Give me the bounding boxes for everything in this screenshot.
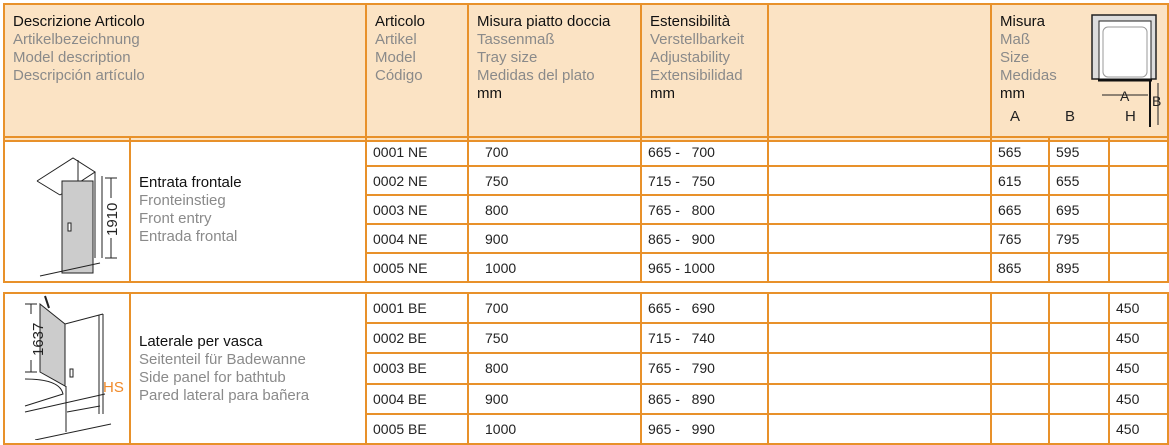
tray-size: 800	[468, 195, 641, 224]
article-code: 0005 NE	[366, 253, 468, 282]
blank-cell	[768, 353, 991, 383]
size-h: 450	[1109, 414, 1168, 444]
size-b: 595	[1049, 137, 1109, 166]
product-section	[3, 136, 1169, 283]
adjustability: 965 - 1000	[641, 253, 768, 282]
blank-cell	[768, 293, 991, 323]
size-h	[1109, 253, 1168, 282]
adjustability: 765 - 790	[641, 353, 768, 383]
size-b	[1049, 414, 1109, 444]
product-diagram	[4, 293, 130, 444]
header-table	[3, 3, 1169, 142]
size-h	[1109, 224, 1168, 253]
blank-cell	[768, 323, 991, 353]
size-a: 765	[991, 224, 1049, 253]
size-b	[1049, 384, 1109, 414]
col-h-label: H	[1125, 108, 1136, 125]
size-a: 865	[991, 253, 1049, 282]
tray-size: 700	[468, 293, 641, 323]
blank-cell	[768, 166, 991, 195]
article-code: 0005 BE	[366, 414, 468, 444]
size-b: 695	[1049, 195, 1109, 224]
blank-cell	[768, 137, 991, 166]
svg-text:B: B	[1152, 93, 1162, 109]
header-blank	[768, 4, 991, 141]
svg-text:A: A	[1120, 88, 1130, 104]
product-description: Entrata frontale Fronteinstieg Front entry Entrada frontal	[130, 137, 366, 282]
size-h: 450	[1109, 323, 1168, 353]
bathtub-side-panel-diagram-icon	[5, 294, 129, 440]
svg-text:1637: 1637	[30, 322, 47, 356]
tray-size: 1000	[468, 253, 641, 282]
size-a: 665	[991, 195, 1049, 224]
size-h: 450	[1109, 293, 1168, 323]
article-code: 0004 NE	[366, 224, 468, 253]
tray-size: 900	[468, 384, 641, 414]
article-code: 0003 BE	[366, 353, 468, 383]
size-h	[1109, 195, 1168, 224]
size-h	[1109, 166, 1168, 195]
blank-cell	[768, 253, 991, 282]
header-size: Misura Maß Size Medidas mm A B H A B	[991, 4, 1168, 141]
size-h: 450	[1109, 353, 1168, 383]
tray-size: 750	[468, 323, 641, 353]
size-b	[1049, 353, 1109, 383]
adjustability: 715 - 740	[641, 323, 768, 353]
adjustability: 765 - 800	[641, 195, 768, 224]
svg-text:HS: HS	[103, 379, 124, 396]
front-entry-door-diagram-icon	[5, 138, 129, 278]
adjustability: 865 - 900	[641, 224, 768, 253]
size-b: 795	[1049, 224, 1109, 253]
size-a: 615	[991, 166, 1049, 195]
table-row	[4, 137, 1168, 166]
blank-cell	[768, 195, 991, 224]
header-articolo: Articolo Artikel Model Código	[366, 4, 468, 141]
product-diagram	[4, 137, 130, 282]
size-b	[1049, 323, 1109, 353]
article-code: 0003 NE	[366, 195, 468, 224]
article-code: 0004 BE	[366, 384, 468, 414]
adjustability: 865 - 890	[641, 384, 768, 414]
adjustability: 665 - 700	[641, 137, 768, 166]
adjustability: 665 - 690	[641, 293, 768, 323]
adjustability: 715 - 750	[641, 166, 768, 195]
size-b	[1049, 293, 1109, 323]
col-b-label: B	[1065, 108, 1076, 125]
size-a	[991, 384, 1049, 414]
svg-text:1910: 1910	[104, 202, 121, 236]
adjustability: 965 - 990	[641, 414, 768, 444]
product-section	[3, 292, 1169, 445]
tray-size: 750	[468, 166, 641, 195]
tray-size: 1000	[468, 414, 641, 444]
col-a-label: A	[1010, 108, 1021, 125]
size-b: 895	[1049, 253, 1109, 282]
blank-cell	[768, 224, 991, 253]
table-row	[4, 293, 1168, 323]
article-code: 0002 NE	[366, 166, 468, 195]
article-code: 0001 BE	[366, 293, 468, 323]
size-h	[1109, 137, 1168, 166]
tray-size: 700	[468, 137, 641, 166]
size-a	[991, 414, 1049, 444]
size-a	[991, 293, 1049, 323]
product-description: Laterale per vasca Seitenteil für Badewanne Side panel for bathtub Pared lateral para bañera	[130, 293, 366, 444]
size-h: 450	[1109, 384, 1168, 414]
header-adjustability: Estensibilità Verstellbarkeit Adjustability Extensibilidad mm	[641, 4, 768, 141]
header-description: Descrizione Articolo Artikelbezeichnung Model description Descripción artículo	[4, 4, 366, 141]
header-tray-size: Misura piatto doccia Tassenmaß Tray size Medidas del plato mm	[468, 4, 641, 141]
size-a: 565	[991, 137, 1049, 166]
tray-size: 900	[468, 224, 641, 253]
size-a	[991, 353, 1049, 383]
blank-cell	[768, 414, 991, 444]
shower-plan-diagram-icon	[1090, 11, 1162, 129]
size-a	[991, 323, 1049, 353]
blank-cell	[768, 384, 991, 414]
article-code: 0002 BE	[366, 323, 468, 353]
article-code: 0001 NE	[366, 137, 468, 166]
tray-size: 800	[468, 353, 641, 383]
size-b: 655	[1049, 166, 1109, 195]
